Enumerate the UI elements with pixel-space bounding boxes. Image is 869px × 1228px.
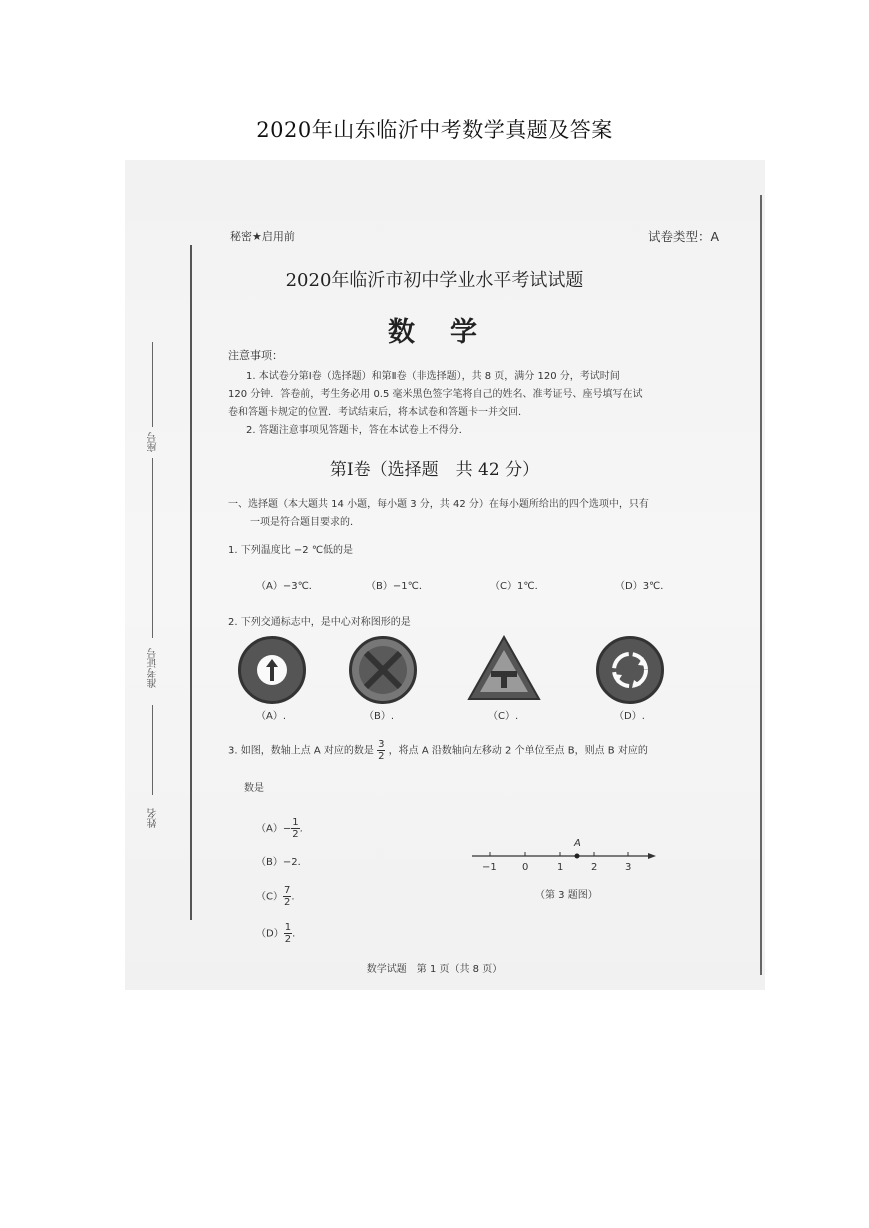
- q2-label-a: （A）.: [256, 711, 287, 722]
- page-footer: 数学试题 第 1 页（共 8 页）: [366, 964, 503, 975]
- q1-stem: 1. 下列温度比 −2 ℃低的是: [228, 545, 354, 556]
- q3-option-a-num: 1: [292, 817, 299, 828]
- subject-title: 数 学: [388, 317, 481, 348]
- part-intro-line2: 一项是符合题目要求的．: [250, 517, 360, 528]
- q3-option-a-label: （A）−: [256, 823, 292, 835]
- document-title: 2020年山东临沂中考数学真题及答案: [256, 118, 613, 142]
- side-label-seat: 座号: [148, 432, 159, 452]
- point-a-marker: [575, 854, 580, 859]
- q2-label-d: （D）.: [614, 711, 645, 722]
- q3-option-d-num: 1: [284, 922, 292, 933]
- seat-line: [152, 342, 153, 427]
- tick-label-3: 3: [625, 862, 632, 873]
- confidential-mark: 秘密★启用前: [230, 230, 295, 243]
- sign-b-no-stopping-icon: [349, 636, 417, 704]
- point-a-label: A: [574, 838, 581, 849]
- q3-frac-num: 3: [378, 739, 385, 750]
- section-title: 第Ⅰ卷（选择题 共 42 分）: [329, 460, 540, 480]
- q3-option-c-label: （C）: [256, 891, 283, 903]
- q1-option-d: （D）3℃．: [615, 581, 671, 592]
- paper-type: 试卷类型：A: [648, 229, 720, 244]
- q3-option-c-den: 2: [283, 897, 291, 908]
- q3-option-d-label: （D）: [256, 928, 284, 940]
- q3-option-a: [256, 817, 303, 840]
- notes-heading: 注意事项：: [228, 349, 283, 362]
- q3-stem-fraction: [377, 739, 385, 762]
- q3-stem-line2: 数是: [244, 783, 264, 794]
- q3-stem: [228, 739, 648, 762]
- q1-option-c: （C）1℃．: [490, 581, 545, 592]
- notes-item1-line2: 120 分钟．答卷前，考生务必用 0.5 毫米黑色签字笔将自己的姓名、准考证号、座号填写在试: [228, 389, 643, 400]
- q2-label-b: （B）.: [364, 711, 395, 722]
- tick-label-0: 0: [522, 862, 529, 873]
- sign-a-arrow-icon: [238, 636, 306, 704]
- q3-option-c-tail: .: [291, 891, 295, 903]
- number-line-figure: [470, 838, 660, 878]
- q3-option-c-num: 7: [283, 885, 291, 896]
- notes-item1-line3: 卷和答题卡规定的位置．考试结束后，将本试卷和答题卡一并交回．: [228, 407, 528, 418]
- notes-item1-line1: 1. 本试卷分第Ⅰ卷（选择题）和第Ⅱ卷（非选择题），共 8 页，满分 120 分，考试时间: [246, 371, 620, 382]
- part-intro-line1: 一、选择题（本大题共 14 小题，每小题 3 分，共 42 分）在每小题所给出的四个选项中，只有: [228, 499, 649, 510]
- q1-option-b: （B）−1℃．: [366, 581, 429, 592]
- sign-c-t-junction-icon: [466, 634, 542, 702]
- q3-option-d-tail: .: [292, 928, 296, 940]
- q3-option-c: [256, 885, 295, 908]
- figure-caption: （第 3 题图）: [535, 890, 598, 901]
- tick-label-2: 2: [591, 862, 598, 873]
- notes-item2: 2. 答题注意事项见答题卡，答在本试卷上不得分．: [246, 425, 469, 436]
- q3-option-b: （B）−2．: [256, 857, 308, 868]
- q2-stem: 2. 下列交通标志中，是中心对称图形的是: [228, 617, 411, 628]
- q3-stem-prefix: 3. 如图，数轴上点 A 对应的数是: [228, 745, 374, 757]
- exam-no-line-top: [152, 458, 153, 638]
- exam-title: 2020年临沂市初中学业水平考试试题: [285, 270, 584, 291]
- tick-label-1: 1: [557, 862, 564, 873]
- q3-option-a-tail: .: [299, 823, 303, 835]
- q3-stem-suffix: ，将点 A 沿数轴向左移动 2 个单位至点 B，则点 B 对应的: [388, 745, 648, 757]
- side-label-name: 姓名: [148, 808, 159, 828]
- tick-label-neg1: −1: [482, 862, 497, 873]
- name-line: [152, 705, 153, 795]
- q3-option-d-den: 2: [284, 934, 292, 945]
- q3-frac-den: 2: [378, 751, 385, 762]
- q3-option-d: [256, 922, 295, 945]
- q2-label-c: （C）.: [488, 711, 519, 722]
- q1-option-a: （A）−3℃．: [256, 581, 319, 592]
- q3-option-a-den: 2: [292, 829, 299, 840]
- sign-d-roundabout-icon: [596, 636, 664, 704]
- side-label-exam-no: 准考证号: [148, 648, 159, 688]
